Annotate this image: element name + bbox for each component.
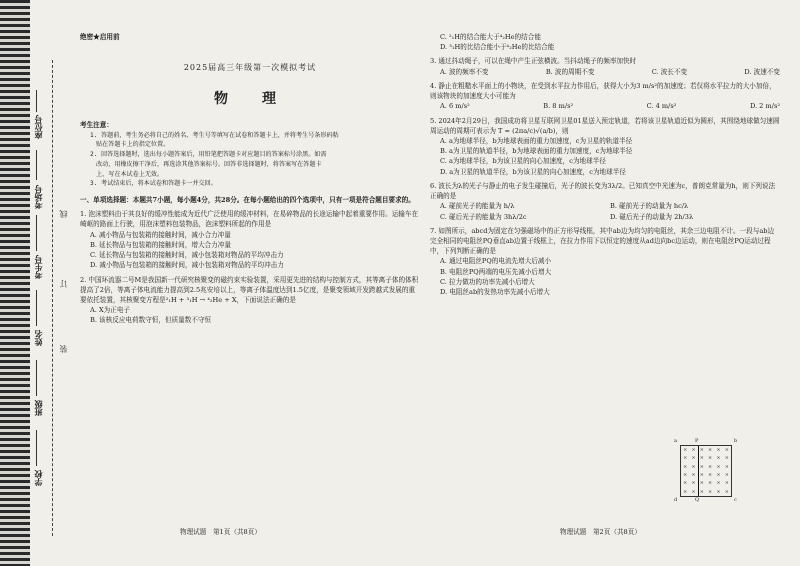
question-5-option: B. a为卫星的轨道半径，b为地球表面的重力加速度，c为地球半径 [440, 147, 633, 156]
question-6-option: C. 碰后光子的能量为 3hλ/2c [440, 212, 527, 221]
field-cross-symbol: × [724, 455, 729, 462]
question-7-option: C. 拉力做功的功率先减小后增大 [440, 277, 535, 286]
question-5-stem: 5. 2024年2月29日，我国成功将卫星互联网卫星01星送入预定轨道，若将该卫星轨道近似为圆形，其围绕地球做匀速圆周运动的周期可表示为 T = (2πa/c)√(a/b)，则 [430, 116, 780, 135]
cut-mark-pack: 装 [59, 345, 68, 353]
question-3-option: C. 波长不变 [651, 67, 688, 76]
question-3-stem: 3. 通过抖动绳子，可以在绳中产生正弦横波。当抖动绳子的频率加快时 [430, 57, 637, 66]
scan-edge [0, 0, 30, 566]
field-room: 考场号 [33, 185, 43, 209]
question-5-option: C. a为地球半径，b为该卫星的向心加速度，c为地球半径 [440, 157, 606, 166]
notice-line: 改动，用橡皮擦干净后，再选涂其他答案标号。回答非选择题时，将答案写在答题卡 [90, 160, 322, 168]
exam-title: 2025届高三年级第一次模拟考试 [183, 63, 317, 73]
question-2-option: D. ³₁H的比结合能小于⁴₂He的比结合能 [440, 43, 555, 52]
question-2-option: A. X为正电子 [90, 306, 131, 315]
field-cross-symbol: × [683, 480, 688, 487]
field-cross-symbol: × [699, 447, 704, 454]
cut-mark-bind: 订 [59, 280, 68, 288]
field-class: 班级 [33, 400, 43, 416]
question-4-option: A. 6 m/s² [440, 102, 470, 111]
question-6-option: B. 碰前光子的动量为 hc/λ [610, 202, 689, 211]
field-cross-symbol: × [716, 447, 721, 454]
field-cross-symbol: × [708, 480, 713, 487]
binding-dashed-line [52, 60, 53, 536]
field-name: 姓名 [33, 330, 43, 346]
question-4-stem: 4. 静止在粗糙水平面上的小物块，在受到水平拉力作用后，获得大小为3 m/s²的加速度；若仅将水平拉力的大小加倍，则该物块的加速度大小可能为 [430, 81, 776, 101]
question-2-option: C. ²₁H的结合能大于⁴₂He的结合能 [440, 33, 541, 41]
question-1-option: D. 减小物品与包装箱的接触时间，减小包装箱对物品的平均冲击力 [90, 261, 284, 270]
field-cross-symbol: × [699, 455, 704, 462]
field-cross-symbol: × [699, 480, 704, 487]
question-4-option: B. 8 m/s² [543, 102, 574, 111]
figure-label: b [734, 438, 738, 444]
field-cross-symbol: × [691, 463, 696, 470]
wire-pq [698, 446, 699, 496]
question-3-option: A. 波的频率不变 [440, 67, 489, 76]
field-cross-symbol: × [691, 480, 696, 487]
notice-line: 贴在答题卡上的指定位置。 [90, 141, 170, 149]
field-cross-symbol: × [708, 463, 713, 470]
page-footer-right: 物理试题 第2页（共8页） [560, 528, 641, 536]
notice-line: 2. 回答选择题时，选出每小题答案后，用铅笔把答题卡对应题目的答案标号涂黑。如需 [90, 151, 327, 159]
field-cross-symbol: × [691, 488, 696, 495]
field-cross-symbol: × [699, 488, 704, 495]
question-6-option: A. 碰前光子的能量为 h/λ [440, 202, 515, 211]
field-cross-symbol: × [724, 463, 729, 470]
field-cross-symbol: × [691, 455, 696, 462]
question-7-option: D. 电阻丝ab的发热功率先减小后增大 [440, 288, 550, 297]
field-cross-symbol: × [691, 472, 696, 479]
question-2-option: B. 该核反应电荷数守恒，但质量数不守恒 [90, 316, 212, 325]
question-4-option: C. 4 m/s² [646, 102, 677, 111]
field-cross-symbol: × [683, 488, 688, 495]
question-1-stem: 1. 泡沫塑料由于其良好的缓冲性能成为近代广泛使用的缓冲材料，在易碎物品的长途运输中起着重要作用。运输车在崎岖的路面上行驶，用泡沫塑料包装物品，泡沫塑料所起的作用是 [80, 210, 419, 229]
section-heading: 一、单项选择题：本题共7小题，每小题4分，共28分。在每小题给出的四个选项中，只有一项是符合题目要求的。 [80, 196, 415, 205]
question-1-option: C. 延长物品与包装箱的接触时间，减小包装箱对物品的平均冲击力 [90, 251, 284, 260]
field-cross-symbol: × [716, 480, 721, 487]
cut-mark-line: 线 [59, 210, 68, 218]
question-7-option: B. 电阻丝PQ两端的电压先减小后增大 [440, 267, 552, 276]
question-4-options [430, 101, 780, 111]
right-column [430, 32, 780, 297]
field-cross-symbol: × [699, 472, 704, 479]
secret-label: 绝密★启用前 [80, 33, 120, 41]
field-cross-symbol: × [724, 472, 729, 479]
field-cross-symbol: × [708, 447, 713, 454]
notice-line: 3. 考试结束后，将本试卷和答题卡一并交回。 [90, 180, 217, 188]
question-6-stem: 6. 波长为λ的光子与静止的电子发生碰撞后，光子的波长变为3λ/2。已知真空中光速为c，普朗克常量为h，则下列说法正确的是 [430, 181, 776, 201]
figure-label: d [674, 497, 678, 503]
question-6-options [430, 201, 780, 221]
field-cross-symbol: × [716, 455, 721, 462]
question-1-option: A. 减小物品与包装箱的接触时间，减小合力冲量 [90, 230, 231, 239]
question-4-option: D. 2 m/s² [749, 102, 780, 111]
field-cross-symbol: × [724, 488, 729, 495]
field-school: 学校 [33, 470, 43, 486]
page-footer-left: 物理试题 第1页（共8页） [180, 528, 261, 536]
question-5-option: A. a为地球半径，b为地球表面的重力加速度，c为卫星的轨道半径 [440, 136, 633, 145]
field-cross-symbol: × [691, 447, 696, 454]
figure-label: P [695, 438, 699, 444]
field-cross-symbol: × [716, 488, 721, 495]
magnetic-field-figure [680, 445, 732, 497]
field-cross-symbol: × [716, 472, 721, 479]
field-cross-symbol: × [683, 472, 688, 479]
field-cross-symbol: × [708, 472, 713, 479]
question-7-stem: 7. 如图所示，abcd为固定在匀强磁场中的正方形导线框，其中ab边为均匀的电阻丝，其余三边电阻不计。一段与ab边完全相同的电阻丝PQ垂直ab边置于线框上，在拉力作用下以恒定的速度从ad边向bc边运动，则在电阻丝PQ运动过程中，下列判断正确的是 [430, 226, 775, 256]
figure-label: a [674, 438, 677, 444]
question-3-options [430, 67, 780, 77]
field-cross-symbol: × [708, 488, 713, 495]
subject-title: 物 理 [214, 90, 286, 107]
field-cross-symbol: × [716, 463, 721, 470]
field-cross-symbol: × [724, 447, 729, 454]
question-2-stem: 2. 中国环流器二号M是我国新一代研究核聚变的磁约束实验装置，采用更先进的结构与控制方式，其等离子体的体积提高了2倍，等离子体电流能力提高到2.5兆安培以上，等离子体温度达到1.5亿度，是聚变领域开发跨越式发展的重要依托装置，其核聚变方程是²₁H + ³₁H → ⁴₂He + X，下面说法正确的是 [80, 275, 419, 304]
question-5-option: D. a为卫星的轨道半径，b为该卫星的向心加速度，c为地球半径 [440, 167, 626, 176]
question-3-option: B. 波的周期不变 [545, 67, 595, 76]
binding-strip [30, 0, 74, 566]
figure-label: c [734, 497, 737, 503]
notice-line: 上，写在本试卷上无效。 [90, 170, 164, 178]
field-cross-symbol: × [683, 463, 688, 470]
field-cross-symbol: × [724, 480, 729, 487]
field-seat: 座位号 [33, 115, 43, 139]
figure-label: Q [695, 497, 700, 503]
question-3-option: D. 波速不变 [744, 67, 780, 76]
field-student-no: 考生号 [33, 255, 43, 279]
notice-title: 考生注意： [80, 121, 113, 130]
question-6-option: D. 碰后光子的动量为 2h/3λ [610, 212, 694, 221]
field-cross-symbol: × [683, 455, 688, 462]
field-cross-symbol: × [683, 447, 688, 454]
notice-line: 1. 答题前，考生务必将自己的姓名、考生号等填写在试卷和答题卡上，并将考生号条形码粘 [90, 131, 339, 139]
question-1-option: B. 延长物品与包装箱的接触时间，增大合力冲量 [90, 240, 231, 249]
left-column [80, 32, 420, 326]
field-cross-symbol: × [699, 463, 704, 470]
field-cross-symbol: × [708, 455, 713, 462]
question-7-option: A. 通过电阻丝PQ的电流先增大后减小 [440, 257, 552, 266]
